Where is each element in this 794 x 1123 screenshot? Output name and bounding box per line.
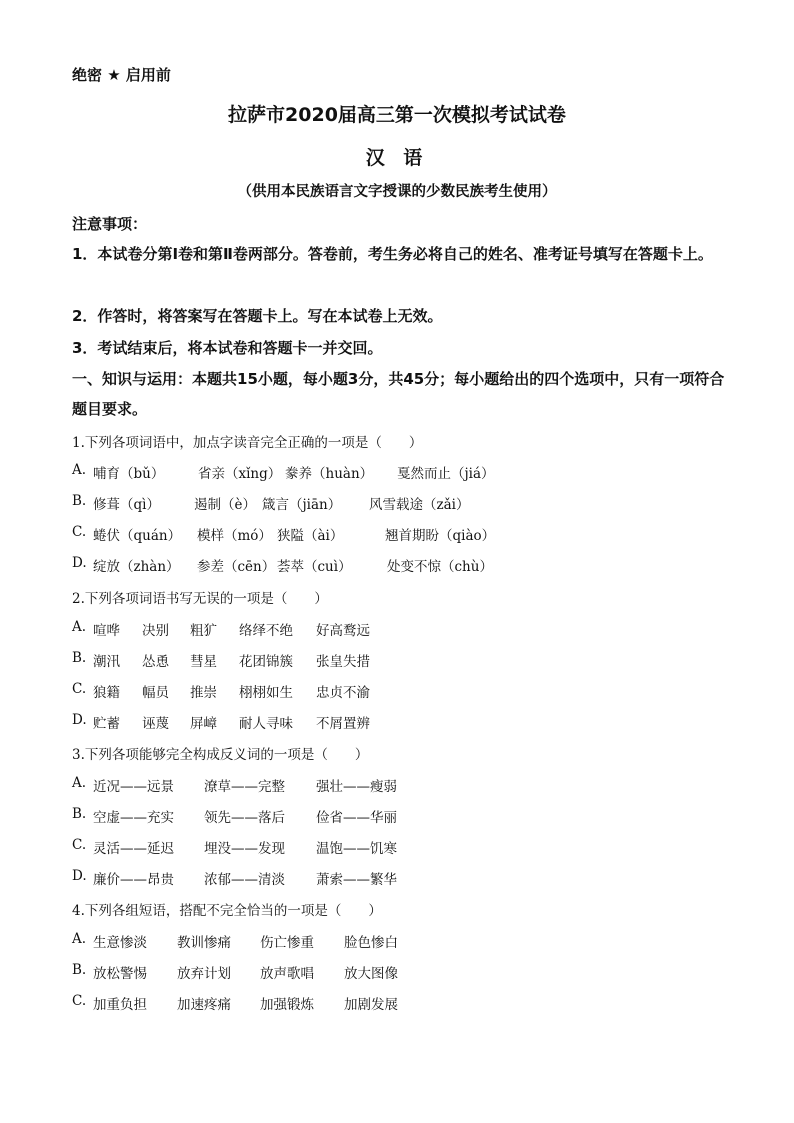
question-3-stem: 3.下列各项能够完全构成反义词的一项是（ ） <box>72 747 369 763</box>
option-label: A. <box>72 462 87 478</box>
option-item: 荟萃（cuì） <box>277 559 352 575</box>
option-item: 放松警惕 <box>93 966 147 982</box>
option-item: 领先——落后 <box>204 810 285 826</box>
option-item: 近况——远景 <box>93 779 174 795</box>
question-1-stem: 1.下列各项词语中，加点字读音完全正确的一项是（ ） <box>72 435 423 451</box>
option-label: C. <box>72 524 87 540</box>
option-item: 贮蓄 <box>93 716 120 732</box>
option-item: 加强锻炼 <box>260 997 314 1013</box>
option-item: 蜷伏（quán） <box>93 528 182 544</box>
option-item: 俭省——华丽 <box>316 810 397 826</box>
question-2-stem: 2.下列各项词语书写无误的一项是（ ） <box>72 591 328 607</box>
option-item: 不屑置辨 <box>316 716 370 732</box>
option-item: 花团锦簇 <box>239 654 293 670</box>
option-item: 决别 <box>142 623 169 639</box>
notice-item-1: 1．本试卷分第Ⅰ卷和第Ⅱ卷两部分。答卷前，考生务必将自己的姓名、准考证号填写在答题卡上。 <box>72 245 713 263</box>
option-item: 加速疼痛 <box>177 997 231 1013</box>
option-item: 喧哗 <box>93 623 120 639</box>
option-label: C. <box>72 681 87 697</box>
option-item: 加剧发展 <box>344 997 398 1013</box>
option-item: 潮汛 <box>93 654 120 670</box>
option-item: 遏制（è） <box>194 497 256 513</box>
option-item: 络绎不绝 <box>239 623 293 639</box>
option-label: A. <box>72 775 87 791</box>
notice-item-3: 3．考试结束后，将本试卷和答题卡一并交回。 <box>72 339 383 357</box>
option-item: 戛然而止（jiá） <box>397 466 495 482</box>
option-item: 狼籍 <box>93 685 120 701</box>
notice-heading: 注意事项： <box>72 215 148 233</box>
option-item: 好高鹜远 <box>316 623 370 639</box>
confidential-mark: 绝密 ★ 启用前 <box>72 66 171 84</box>
option-label: A. <box>72 931 87 947</box>
option-label: A. <box>72 619 87 635</box>
option-item: 哺育（bǔ） <box>93 466 165 482</box>
option-item: 狭隘（ài） <box>277 528 344 544</box>
option-item: 伤亡惨重 <box>260 935 314 951</box>
usage-note: （供用本民族语言文字授课的少数民族考生使用） <box>237 184 557 200</box>
option-item: 屏嶂 <box>190 716 217 732</box>
option-item: 廉价——昂贵 <box>93 872 174 888</box>
option-label: B. <box>72 962 87 978</box>
option-item: 模样（mó） <box>197 528 272 544</box>
option-item: 忠贞不渝 <box>316 685 370 701</box>
option-item: 箴言（jiān） <box>262 497 342 513</box>
option-item: 参差（cēn） <box>197 559 276 575</box>
subject-title: 汉 语 <box>365 147 429 169</box>
option-item: 彗星 <box>190 654 217 670</box>
option-item: 翘首期盼（qiào） <box>385 528 496 544</box>
option-label: D. <box>72 555 87 571</box>
option-item: 放弃计划 <box>177 966 231 982</box>
option-label: D. <box>72 868 87 884</box>
option-item: 修葺（qì） <box>93 497 160 513</box>
question-4-stem: 4.下列各组短语，搭配不完全恰当的一项是（ ） <box>72 903 382 919</box>
option-item: 浓郁——清淡 <box>204 872 285 888</box>
option-item: 空虚——充实 <box>93 810 174 826</box>
option-item: 教训惨痛 <box>177 935 231 951</box>
option-item: 埋没——发现 <box>204 841 285 857</box>
option-item: 栩栩如生 <box>239 685 293 701</box>
option-item: 粗犷 <box>190 623 217 639</box>
option-item: 强壮——瘦弱 <box>316 779 397 795</box>
option-label: B. <box>72 806 87 822</box>
option-item: 耐人寻味 <box>239 716 293 732</box>
section-heading: 一、知识与运用：本题共15小题，每小题3分，共45分；每小题给出的四个选项中，只有一项符合题目要求。 <box>72 370 725 418</box>
option-item: 张皇失措 <box>316 654 370 670</box>
option-item: 处变不惊（chù） <box>387 559 493 575</box>
option-item: 幅员 <box>142 685 169 701</box>
option-item: 生意惨淡 <box>93 935 147 951</box>
option-item: 放声歌唱 <box>260 966 314 982</box>
option-item: 脸色惨白 <box>344 935 398 951</box>
option-label: C. <box>72 993 87 1009</box>
option-item: 绽放（zhàn） <box>93 559 180 575</box>
option-item: 推崇 <box>190 685 217 701</box>
option-item: 豢养（huàn） <box>285 466 374 482</box>
option-item: 潦草——完整 <box>204 779 285 795</box>
exam-title: 拉萨市2020届高三第一次模拟考试试卷 <box>228 104 566 126</box>
option-item: 怂恿 <box>142 654 169 670</box>
option-item: 灵活——延迟 <box>93 841 174 857</box>
option-item: 风雪载途（zǎi） <box>369 497 470 513</box>
option-item: 省亲（xǐng） <box>198 466 282 482</box>
option-label: D. <box>72 712 87 728</box>
option-item: 加重负担 <box>93 997 147 1013</box>
option-item: 放大图像 <box>344 966 398 982</box>
notice-item-2: 2．作答时，将答案写在答题卡上。写在本试卷上无效。 <box>72 307 443 325</box>
option-item: 温饱——饥寒 <box>316 841 397 857</box>
option-item: 萧索——繁华 <box>316 872 397 888</box>
option-item: 诬蔑 <box>142 716 169 732</box>
option-label: B. <box>72 493 87 509</box>
option-label: B. <box>72 650 87 666</box>
option-label: C. <box>72 837 87 853</box>
